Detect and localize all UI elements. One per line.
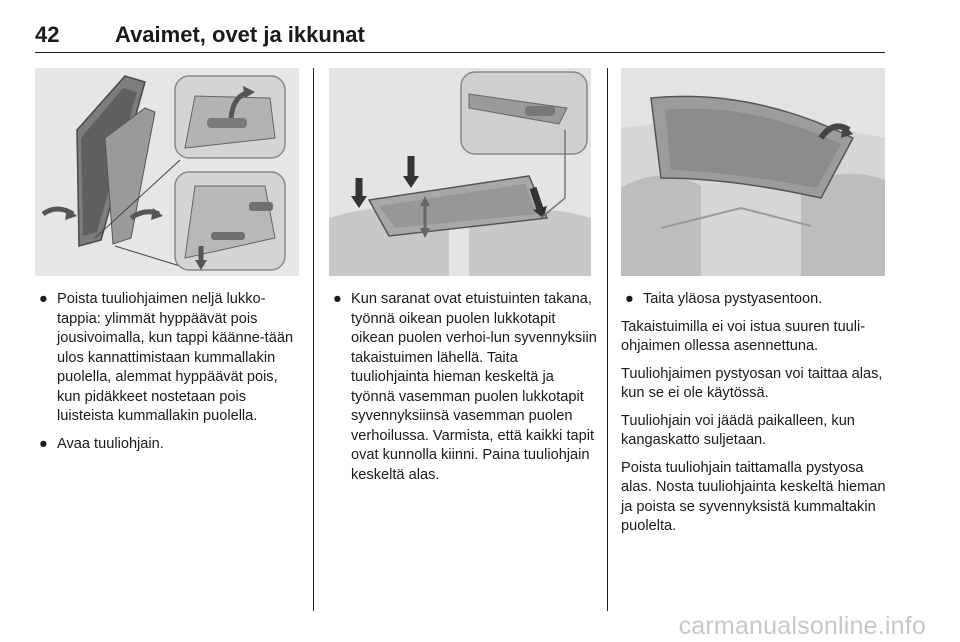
paragraph: Poista tuuliohjain taittamalla pystyosa alas. Nosta tuuliohjainta keskeltä hieman ja poista se syvennyksistä kummaltakin puolelta. [621, 459, 886, 534]
bullet-item [329, 290, 597, 485]
bullet-text: Avaa tuuliohjain. [57, 435, 164, 452]
bullet-item [621, 290, 891, 310]
bullet-item [35, 290, 305, 427]
column-1 [35, 290, 305, 462]
page-number: 42 [35, 22, 60, 47]
figure-fold-upper [621, 68, 885, 276]
paragraph: Tuuliohjain voi jäädä paikalleen, kun kangaskatto suljetaan. [621, 412, 855, 448]
bullet-item [35, 435, 305, 455]
figure-lock-pins [35, 68, 299, 276]
bullet-dot: ● [625, 291, 634, 307]
watermark: carmanualsonline.info [678, 612, 926, 640]
bullet-text: Kun saranat ovat etuistuinten takana, työnnä oikean puolen lukkotapit oikean puolen verhoi-lun syvennyksiin takaistuimen lähellä. Taita tuuliohjainta hieman keskeltä ja työnnä vasemman puolen lukkotapit syvennyksiinsä vasemman puolen verhoilussa. Varmista, että kaikki tapit ovat kunnolla kiinni. Paina tuuliohjain keskeltä alas. [351, 291, 597, 483]
page-title: Avaimet, ovet ja ikkunat [115, 22, 365, 47]
paragraph: Takaistuimilla ei voi istua suuren tuuli-ohjaimen ollessa asennettuna. [621, 318, 866, 354]
bullet-dot: ● [333, 291, 342, 307]
column-2 [329, 290, 597, 493]
column-3 [621, 290, 891, 545]
bullet-dot: ● [39, 435, 48, 452]
header-rule [35, 52, 885, 53]
figure-insert-pins [329, 68, 591, 276]
bullet-text: Taita yläosa pystyasentoon. [643, 291, 823, 307]
page-header [35, 22, 885, 52]
bullet-text: Poista tuuliohjaimen neljä lukko-tappia: ylimmät hyppäävät pois jousivoimalla, kun tappi käänne-tään ulos kannattimistaan kummallakin puolella, alemmat hyppäävät pois, kun pidäkkeet nostetaan pois luisteista kummallakin puolella. [57, 291, 294, 424]
bullet-dot: ● [39, 291, 48, 307]
column-divider-left [313, 68, 314, 611]
column-divider-right [607, 68, 608, 611]
paragraph: Tuuliohjaimen pystyosan voi taittaa alas, kun se ei ole käytössä. [621, 365, 883, 401]
